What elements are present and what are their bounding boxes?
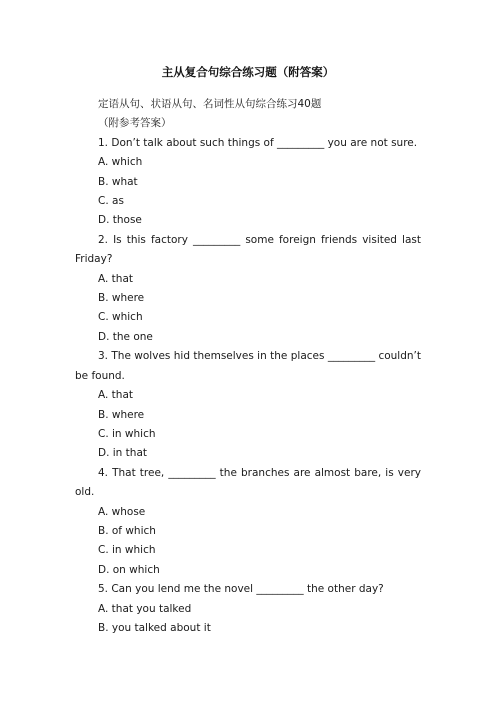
intro-line: （附参考答案） [98,117,172,130]
answer-option: B. what [98,175,138,188]
answer-option: C. as [98,195,124,208]
answer-option: C. which [98,311,143,324]
document-title: 主从复合句综合练习题（附答案） [161,65,335,79]
answer-option: D. on which [98,563,160,576]
answer-option: B. where [98,408,145,421]
question-stem: 5. Can you lend me the novel _________ the other day? [98,583,384,596]
document-body [75,95,421,638]
answer-option: D. the one [98,330,153,343]
answer-option: B. you talked about it [98,621,211,634]
answer-option: D. in that [98,447,147,460]
question-stem: 3. The wolves hid themselves in the places _________ couldn’t be found. [75,350,421,382]
answer-option: A. that [98,389,133,402]
answer-option: A. that [98,272,133,285]
intro-line: 定语从句、状语从句、名词性从句综合练习40题 [98,98,322,110]
answer-option: A. that you talked [98,602,192,615]
answer-option: A. whose [98,505,146,518]
answer-option: B. where [98,292,145,305]
answer-option: A. which [98,156,143,169]
question-stem: 1. Don’t talk about such things of _________ you are not sure. [98,136,418,149]
answer-option: D. those [98,214,142,227]
answer-option: C. in which [98,544,156,557]
question-stem: 2. Is this factory _________ some foreign friends visited last Friday? [75,233,421,266]
question-stem: 4. That tree, _________ the branches are almost bare, is very old. [75,466,421,499]
answer-option: B. of which [98,524,156,537]
answer-option: C. in which [98,427,156,440]
